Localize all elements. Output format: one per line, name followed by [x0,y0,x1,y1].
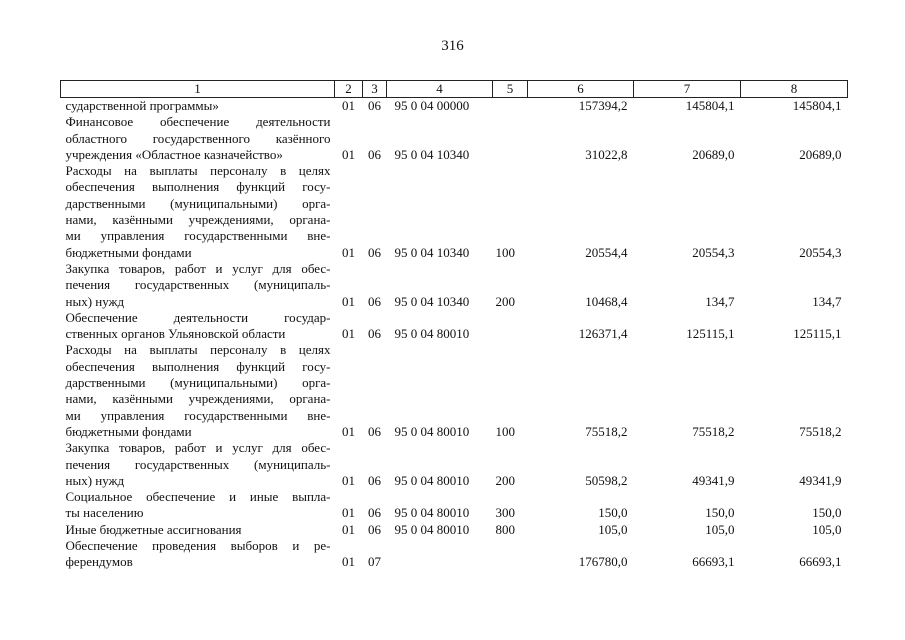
subsection-code: 07 [368,554,381,570]
table-body [61,98,848,571]
header-cell: 2 [335,81,363,98]
amount-col-8: 20554,3 [799,244,842,260]
subsection-code: 06 [368,326,381,342]
row-name-line: ных) нужд [65,293,125,309]
table-row [61,440,848,489]
amount-col-6: 75518,2 [585,423,628,439]
amount-col-6: 157394,2 [578,98,628,113]
row-name-line: Обеспечение деятельности госудaр- [65,309,331,325]
amount-col-8: 66693,1 [799,554,842,570]
table-row [61,522,848,538]
section-code: 01 [342,98,355,113]
target-article-code: 95 0 04 80010 [394,472,470,488]
expense-type-code: 800 [495,521,515,537]
section-code: 01 [342,293,355,309]
header-cell: 4 [387,81,493,98]
subsection-code: 06 [368,472,381,488]
row-name-cell [61,261,335,310]
row-name-line: нами, казёнными учреждениями, органа- [65,391,331,407]
table-header-row [61,81,848,98]
target-article-code [387,538,493,571]
amount-col-7: 145804,1 [685,98,735,113]
row-name-cell [61,163,335,261]
table-row [61,98,848,115]
row-name-line: обеспечения выполнения функций госу- [65,179,331,195]
amount-col-6: 31022,8 [585,146,628,162]
row-name-line: сударственной программы» [65,98,219,113]
header-cell: 8 [741,81,848,98]
row-name-line: Закупка товаров, работ и услуг для обес- [65,440,331,456]
amount-col-7: 75518,2 [692,423,735,439]
section-code: 01 [342,244,355,260]
row-name-line: дарственными (муниципальными) орга- [65,195,331,211]
row-name-line: Закупка товаров, работ и услуг для обес- [65,260,331,276]
row-name-cell [61,310,335,343]
amount-col-7: 20689,0 [692,146,735,162]
amount-col-6: 50598,2 [585,472,628,488]
section-code: 01 [342,423,355,439]
row-name-line: ных) нужд [65,472,125,488]
row-name-line: ми управления государственными вне- [65,407,331,423]
amount-col-8: 150,0 [812,505,842,521]
header-cell: 3 [363,81,387,98]
row-name-line: ферендумов [65,554,133,570]
amount-col-8: 49341,9 [799,472,842,488]
row-name-line: бюджетными фондами [65,423,192,439]
amount-col-8: 125115,1 [793,326,842,342]
section-code: 01 [342,521,355,537]
row-name-line: дарственными (муниципальными) орга- [65,375,331,391]
amount-col-6: 20554,4 [585,244,628,260]
row-name-line: Обеспечение проведения выборов и ре- [65,538,331,554]
row-name-line: учреждения «Областное казначейство» [65,146,283,162]
header-cell: 5 [493,81,528,98]
target-article-code: 95 0 04 10340 [394,244,470,260]
section-code: 01 [342,505,355,521]
budget-table [60,80,848,571]
row-name-line: ственных органов Ульяновской области [65,326,286,342]
amount-col-7: 49341,9 [692,472,735,488]
expense-type-code: 100 [495,244,515,260]
amount-col-6: 126371,4 [578,326,628,342]
target-article-code: 95 0 04 80010 [394,505,470,521]
amount-col-6: 105,0 [598,521,628,537]
table-row [61,261,848,310]
section-code: 01 [342,146,355,162]
row-name-line: областного государственного казённого [65,130,331,146]
header-cell: 7 [634,81,741,98]
table-row [61,310,848,343]
amount-col-6: 10468,4 [585,293,628,309]
target-article-code: 95 0 04 80010 [394,326,470,342]
row-name-line: Расходы на выплаты персоналу в целях [65,163,331,179]
row-name-cell [61,538,335,571]
row-name-line: обеспечения выполнения функций госу- [65,358,331,374]
row-name-cell [61,114,335,163]
row-name-cell [61,98,335,115]
amount-col-6: 150,0 [598,505,628,521]
amount-col-8: 134,7 [812,293,842,309]
row-name-line: Социальное обеспечение и иные выпла- [65,489,331,505]
amount-col-7: 134,7 [705,293,735,309]
subsection-code: 06 [368,146,381,162]
target-article-code: 95 0 04 00000 [394,98,470,113]
amount-col-8: 145804,1 [792,98,842,113]
target-article-code: 95 0 04 80010 [394,423,470,439]
target-article-code: 95 0 04 10340 [394,146,470,162]
expense-type-code [493,98,528,115]
subsection-code: 06 [368,423,381,439]
page-number: 316 [441,38,464,54]
expense-type-code [493,114,528,163]
expense-type-code: 300 [495,505,515,521]
row-name-line: печения государственных (муниципаль- [65,456,331,472]
amount-col-8: 105,0 [812,521,842,537]
amount-col-6: 176780,0 [578,554,628,570]
amount-col-8: 20689,0 [799,146,842,162]
target-article-code: 95 0 04 10340 [394,293,470,309]
table-row [61,163,848,261]
section-code: 01 [342,472,355,488]
table-row [61,489,848,522]
subsection-code: 06 [368,98,381,113]
row-name-cell [61,440,335,489]
section-code: 01 [342,326,355,342]
amount-col-7: 20554,3 [692,244,735,260]
expense-type-code: 200 [495,293,515,309]
row-name-line: нами, казёнными учреждениями, органа- [65,212,331,228]
amount-col-7: 125115,1 [686,326,735,342]
expense-type-code: 200 [495,472,515,488]
row-name-cell [61,342,335,440]
table-row [61,538,848,571]
row-name-line: ты населению [65,505,144,521]
amount-col-8: 75518,2 [799,423,842,439]
target-article-code: 95 0 04 80010 [394,521,470,537]
subsection-code: 06 [368,293,381,309]
amount-col-7: 150,0 [705,505,735,521]
subsection-code: 06 [368,244,381,260]
row-name-line: Финансовое обеспечение деятельности [65,114,331,130]
expense-type-code: 100 [495,423,515,439]
row-name-line: печения государственных (муниципаль- [65,277,331,293]
table-row [61,114,848,163]
amount-col-7: 66693,1 [692,554,735,570]
table-row [61,342,848,440]
row-name-cell [61,522,335,538]
header-cell: 1 [61,81,335,98]
row-name-line: Иные бюджетные ассигнования [65,521,242,537]
expense-type-code [493,538,528,571]
subsection-code: 06 [368,521,381,537]
section-code: 01 [342,554,355,570]
expense-type-code [493,310,528,343]
row-name-line: ми управления государственными вне- [65,228,331,244]
amount-col-7: 105,0 [705,521,735,537]
row-name-cell [61,489,335,522]
subsection-code: 06 [368,505,381,521]
row-name-line: Расходы на выплаты персоналу в целях [65,342,331,358]
row-name-line: бюджетными фондами [65,244,192,260]
header-cell: 6 [528,81,634,98]
